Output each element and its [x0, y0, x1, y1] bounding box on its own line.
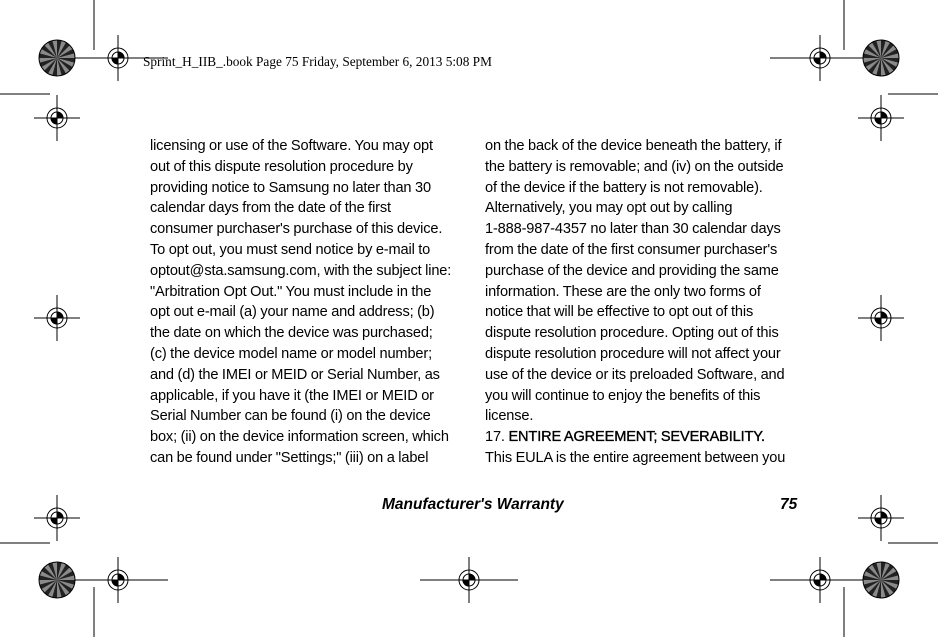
text-line: box; (ii) on the device information screen, which: [150, 429, 449, 446]
text-line: you will continue to enjoy the benefits of this: [485, 387, 761, 404]
text-line: This EULA is the entire agreement between you: [485, 449, 786, 466]
text-line: calendar days from the date of the first: [150, 200, 391, 217]
registration-mark-icon: [858, 295, 904, 341]
section-title: ENTIRE AGREEMENT; SEVERABILITY.: [508, 429, 765, 446]
text-line: of the device if the battery is not removable).: [485, 179, 763, 196]
text-line: out of this dispute resolution procedure by: [150, 158, 413, 175]
text-line: from the date of the first consumer purchaser's: [485, 241, 778, 258]
text-line: "Arbitration Opt Out." You must include in the: [150, 283, 432, 300]
text-line: notice that will be effective to opt out of this: [485, 304, 754, 321]
text-line: optout@sta.samsung.com, with the subject line:: [150, 262, 452, 279]
text-line: dispute resolution procedure. Opting out of this: [485, 325, 779, 342]
registration-mark-icon: [858, 495, 904, 541]
text-line: the date on which the device was purchased;: [150, 325, 433, 342]
page-number: 75: [780, 496, 798, 513]
registration-mark-icon: [34, 95, 80, 141]
text-line: licensing or use of the Software. You may opt: [150, 138, 433, 154]
text-line: information. These are the only two forms of: [485, 283, 761, 300]
text-line: applicable, if you have it (the IMEI or MEID or: [150, 387, 434, 404]
text-line: Alternatively, you may opt out by calling: [485, 200, 733, 217]
text-line: Serial Number can be found (i) on the device: [150, 408, 431, 425]
registration-mark-icon: [34, 295, 80, 341]
registration-mark-icon: [34, 495, 80, 541]
text-line: (c) the device model name or model number;: [150, 345, 432, 362]
text-line: can be found under "Settings;" (iii) on a label: [150, 449, 429, 466]
text-line: 1-888-987-4357 no later than 30 calendar days: [485, 221, 781, 238]
print-slug: Sprint_H_IIB_.book Page 75 Friday, September 6, 2013 5:08 PM: [143, 54, 492, 69]
section-number: 17.: [485, 429, 505, 446]
text-line: consumer purchaser's purchase of this device.: [150, 221, 443, 238]
starburst-targets: [39, 40, 899, 598]
text-line: opt out e-mail (a) your name and address; (b): [150, 304, 435, 321]
text-line: the battery is removable; and (iv) on the outside: [485, 158, 784, 175]
starburst-target-icon: [39, 40, 75, 76]
starburst-target-icon: [863, 562, 899, 598]
text-line: on the back of the device beneath the battery, if: [485, 138, 782, 154]
text-line: and (d) the IMEI or MEID or Serial Number, as: [150, 366, 440, 383]
text-line: use of the device or its preloaded Software, and: [485, 366, 785, 383]
starburst-target-icon: [863, 40, 899, 76]
text-line: To opt out, you must send notice by e-mail to: [150, 241, 431, 258]
text-line: providing notice to Samsung no later than 30: [150, 179, 431, 196]
text-line: purchase of the device and providing the same: [485, 262, 779, 279]
starburst-target-icon: [39, 562, 75, 598]
text-line: dispute resolution procedure will not affect your: [485, 345, 781, 362]
text-line: license.: [485, 408, 534, 425]
registration-mark-icon: [858, 95, 904, 141]
footer-title: Manufacturer's Warranty: [382, 496, 564, 513]
